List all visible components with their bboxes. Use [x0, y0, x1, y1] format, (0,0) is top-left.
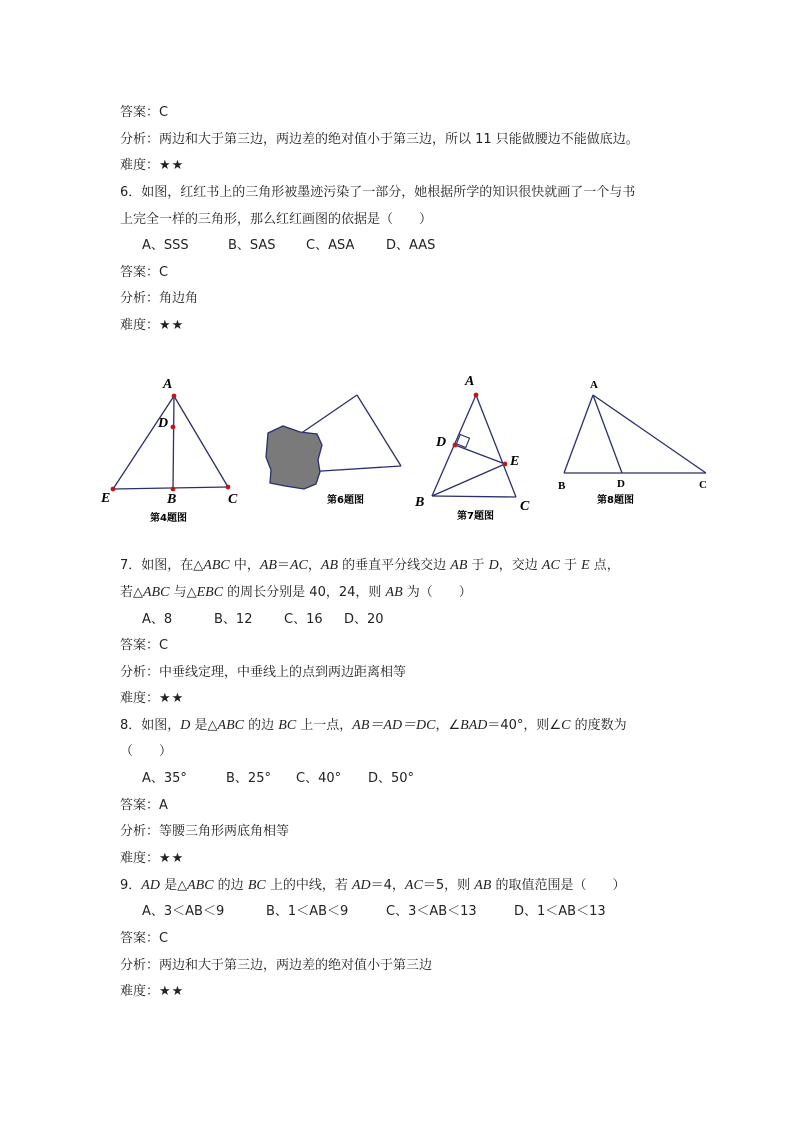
math: AC — [290, 558, 308, 573]
q8-stem-line1 — [120, 717, 627, 735]
math: ABC — [217, 718, 244, 733]
fig7-label-a: A — [465, 374, 475, 389]
text: 是△ — [159, 878, 188, 893]
fig4-label-e: E — [101, 491, 111, 506]
q6-option-d: D、AAS — [386, 238, 436, 253]
fig8-caption: 第8题图 — [597, 495, 634, 506]
text: 上一点， — [296, 718, 353, 733]
text: 于 — [559, 558, 582, 573]
text: ，交边 — [498, 558, 542, 573]
difficulty-stars: ★★ — [159, 158, 185, 173]
q6-option-b: B、SAS — [228, 238, 276, 253]
q8-analysis: 分析：等腰三角形两底角相等 — [120, 824, 290, 839]
math: AB — [385, 585, 403, 600]
math: E — [581, 558, 590, 573]
fig4-label-c: C — [228, 492, 238, 507]
text: ＝40°，则∠ — [487, 718, 562, 733]
fig4-label-a: A — [163, 377, 173, 392]
q9-option-a: A、3＜AB＜9 — [142, 904, 225, 919]
math: AB — [474, 878, 492, 893]
fig6-caption: 第6题图 — [327, 495, 364, 506]
fig8-label-c: C — [699, 479, 707, 491]
math: D — [180, 718, 191, 733]
fig4-label-b: B — [167, 492, 177, 507]
q9-difficulty — [120, 983, 184, 1001]
math: AB＝AD＝DC — [352, 718, 436, 733]
fig8-label-d: D — [617, 478, 625, 490]
q8-options — [142, 770, 414, 788]
text: ＝ — [276, 558, 290, 573]
q8-option-a: A、35° — [142, 771, 187, 786]
fig7-caption: 第7题图 — [457, 511, 494, 522]
math: AC — [541, 558, 560, 573]
q6-stem-line1: 6．如图，红红书上的三角形被墨迹污染了一部分，她根据所学的知识很快就画了一个与书 — [120, 185, 636, 200]
text: 9． — [120, 878, 142, 893]
math: AB — [259, 558, 277, 573]
q7-stem-line2 — [120, 584, 472, 602]
math: AD — [141, 878, 160, 893]
fig4-label-d: D — [158, 416, 169, 431]
difficulty-label: 难度： — [120, 851, 160, 866]
q5-answer: 答案：C — [120, 105, 169, 120]
q9-answer: 答案：C — [120, 931, 169, 946]
q6-option-a: A、SSS — [142, 238, 189, 253]
text: ， — [307, 558, 321, 573]
q6-analysis: 分析：角边角 — [120, 291, 199, 306]
q7-analysis: 分析：中垂线定理，中垂线上的点到两边距离相等 — [120, 665, 407, 680]
text: 的垂直平分线交边 — [338, 558, 451, 573]
text: ＝5，则 — [422, 878, 475, 893]
difficulty-stars: ★★ — [159, 691, 185, 706]
text: 若△ — [120, 585, 143, 600]
difficulty-label: 难度： — [120, 984, 160, 999]
difficulty-label: 难度： — [120, 691, 160, 706]
math: EBC — [196, 585, 224, 600]
math: C — [561, 718, 571, 733]
text: 的周长分别是 40，24，则 — [223, 585, 386, 600]
q7-option-a: A、8 — [142, 612, 173, 627]
q7-options — [142, 611, 384, 629]
q9-analysis: 分析：两边和大于第三边，两边差的绝对值小于第三边 — [120, 958, 433, 973]
q9-option-c: C、3＜AB＜13 — [386, 904, 477, 919]
q9-options — [142, 903, 606, 921]
text: 中， — [229, 558, 260, 573]
math: D — [488, 558, 499, 573]
text: 的边 — [244, 718, 279, 733]
q8-option-b: B、25° — [226, 771, 271, 786]
q6-answer: 答案：C — [120, 265, 169, 280]
text: 与△ — [169, 585, 197, 600]
fig7-label-b: B — [415, 495, 425, 510]
difficulty-label: 难度： — [120, 158, 160, 173]
q7-stem-line1 — [120, 557, 620, 575]
fig7-label-c: C — [520, 499, 530, 514]
q6-stem-line2: 上完全一样的三角形，那么红红画图的依据是（ ） — [120, 212, 433, 227]
difficulty-label: 难度： — [120, 318, 160, 333]
math: BC — [278, 718, 297, 733]
math: ABC — [143, 585, 170, 600]
q8-option-d: D、50° — [368, 771, 415, 786]
text: 8．如图， — [120, 718, 181, 733]
fig7-label-d: D — [436, 435, 447, 450]
text: 的度数为 — [570, 718, 627, 733]
q9-option-b: B、1＜AB＜9 — [266, 904, 349, 919]
q6-option-c: C、ASA — [306, 238, 355, 253]
q7-option-d: D、20 — [344, 612, 384, 627]
text: 点， — [589, 558, 620, 573]
math: AC — [404, 878, 423, 893]
difficulty-stars: ★★ — [159, 318, 185, 333]
q9-option-d: D、1＜AB＜13 — [514, 904, 606, 919]
math: AB — [320, 558, 339, 573]
text: 7．如图，在△ — [120, 558, 204, 573]
math: AD — [351, 878, 371, 893]
q8-option-c: C、40° — [296, 771, 342, 786]
q7-option-c: C、16 — [284, 612, 323, 627]
fig4-caption: 第4题图 — [150, 513, 187, 524]
math: AB — [450, 558, 468, 573]
q8-difficulty — [120, 850, 184, 868]
math: BAD — [460, 718, 488, 733]
text: 是△ — [190, 718, 218, 733]
math: ABC — [203, 558, 230, 573]
figure-8-triangle — [564, 395, 706, 473]
fig8-label-a: A — [590, 379, 598, 391]
q8-stem-line2: （ ） — [120, 744, 173, 759]
q7-option-b: B、12 — [214, 612, 253, 627]
text: 的边 — [213, 878, 248, 893]
fig7-label-e: E — [510, 454, 520, 469]
math: ABC — [187, 878, 214, 893]
q9-stem-line1 — [120, 877, 625, 895]
difficulty-stars: ★★ — [159, 984, 185, 999]
q5-analysis: 分析：两边和大于第三边，两边差的绝对值小于第三边，所以 11 只能做腰边不能做底边。 — [120, 132, 639, 147]
text: 的取值范围是（ ） — [491, 878, 626, 893]
q7-answer: 答案：C — [120, 638, 169, 653]
q7-difficulty — [120, 690, 184, 708]
q8-answer: 答案：A — [120, 798, 168, 813]
fig8-label-b: B — [558, 480, 566, 492]
difficulty-stars: ★★ — [159, 851, 185, 866]
math: BC — [247, 878, 266, 893]
text: ，∠ — [435, 718, 461, 733]
text: 为（ ） — [402, 585, 472, 600]
text: 于 — [467, 558, 489, 573]
text: ＝4， — [370, 878, 405, 893]
text: 上的中线，若 — [265, 878, 352, 893]
